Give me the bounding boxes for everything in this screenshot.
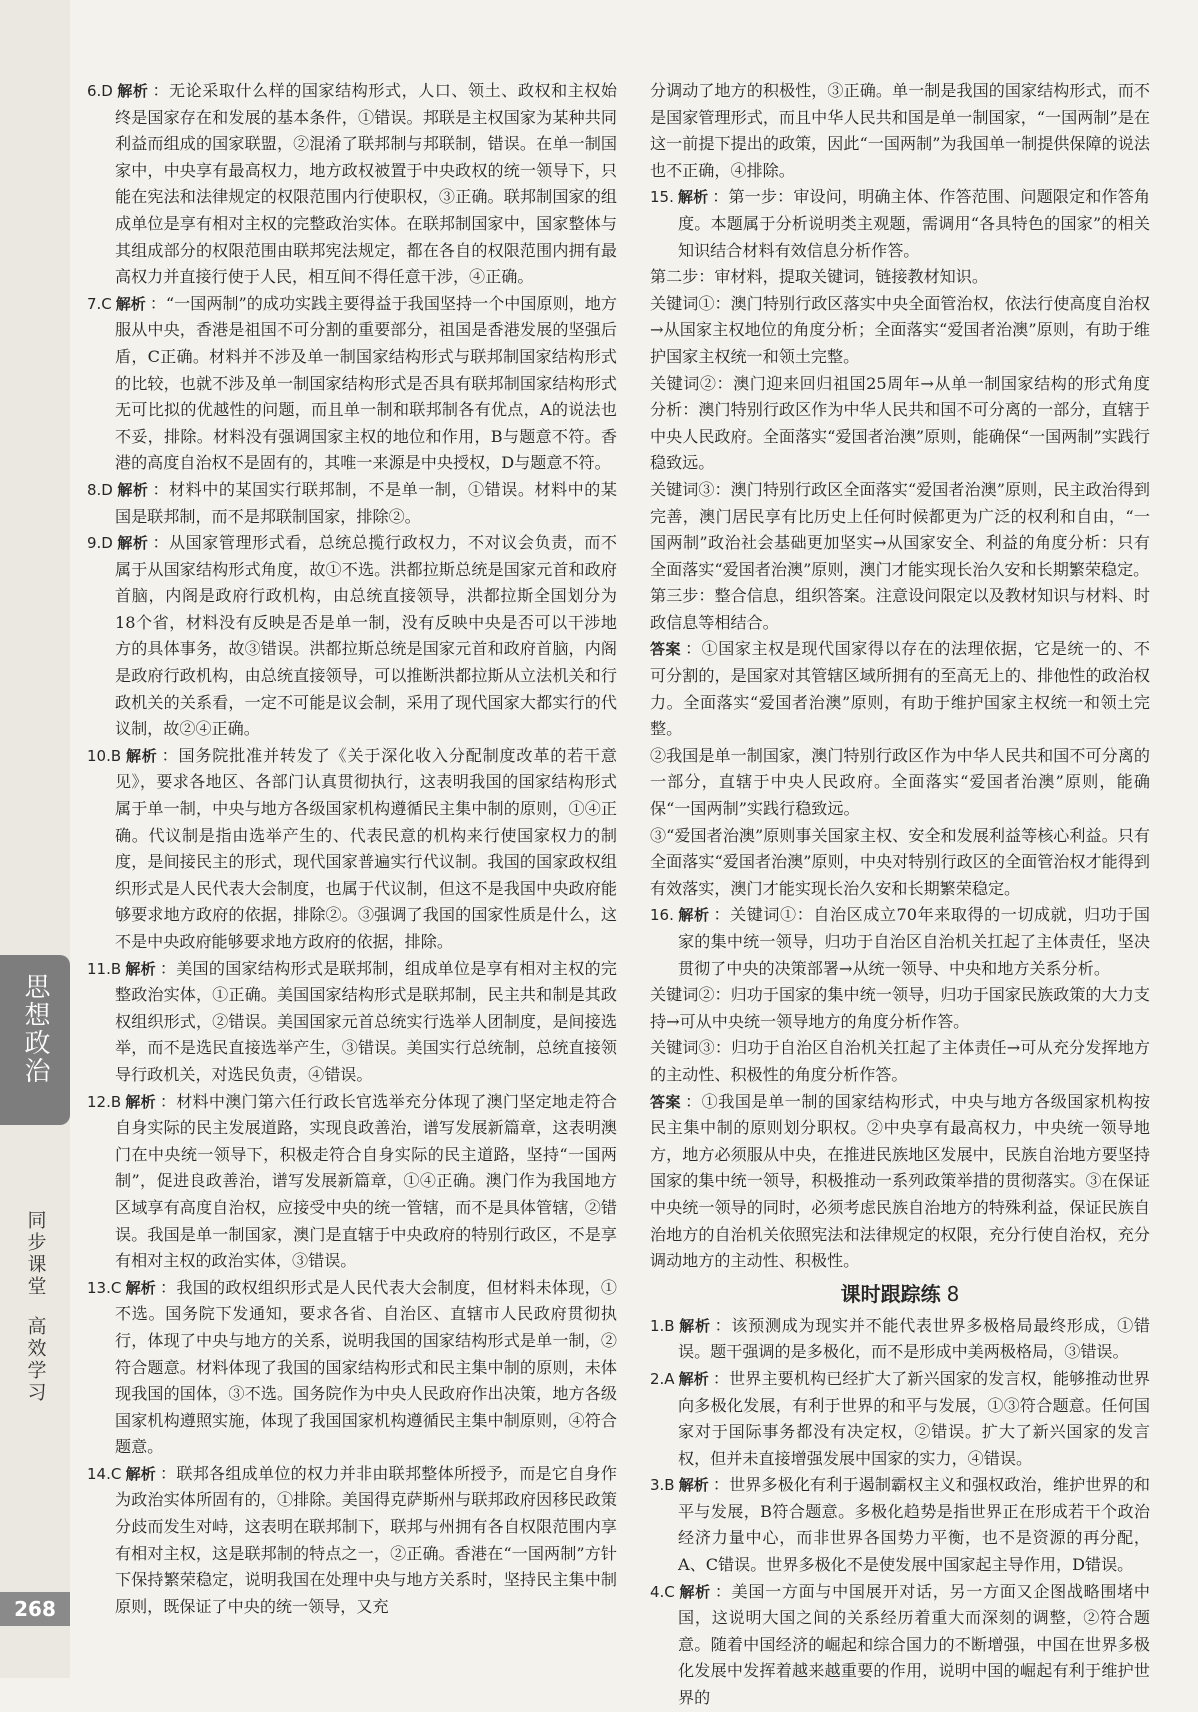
item-text: ②我国是单一制国家，澳门特别行政区作为中华人民共和国不可分离的一部分，直辖于中央人民政府。全面落实“爱国者治澳”原则，能确保“一国两制”实践行稳致远。 xyxy=(650,745,1150,819)
item-label: 解析 xyxy=(116,534,149,553)
answer-paragraph xyxy=(650,743,1150,823)
item-label: 解析 xyxy=(677,906,710,925)
answer-item xyxy=(87,1089,617,1275)
answer-item xyxy=(87,956,617,1089)
answer-paragraph xyxy=(650,982,1150,1035)
item-text: ：我国的政权组织形式是人民代表大会制度，但材料未体现，①不选。国务院下发通知，要求各省、自治区、直辖市人民政府贯彻执行，体现了中央与地方的关系，说明我国的国家结构形式是单一制，②符合题意。材料体现了我国的国家结构形式和民主集中制的原则，未体现我国的国体，③不选。国务院作为中央人民政府作出决策，地方各级国家机构遵照实施，体现了我国国家机构遵循民主集中制原则，④符合题意。 xyxy=(115,1277,617,1457)
item-number: 16. xyxy=(650,906,674,925)
item-number: 1.B xyxy=(650,1316,675,1335)
item-label: 解析 xyxy=(125,1464,157,1483)
item-text: ：“一国两制”的成功实践主要得益于我国坚持一个中国原则，地方服从中央，香港是祖国不可分割的重要部分，祖国是香港发展的坚强后盾，C正确。材料并不涉及单一制国家结构形式与联邦制国家结构形式的比较，也就不涉及单一制国家结构形式是否具有联邦制国家结构形式无可比拟的优越性的问题，而且单一制和联邦制各有优点，A的说法也不妥，排除。材料没有强调国家主权的地位和作用，B与题意不符。香港的高度自治权不是固有的，其唯一来源是中央授权，D与题意不符。 xyxy=(115,293,617,473)
answer-paragraph xyxy=(650,1089,1150,1275)
answer-item xyxy=(87,477,617,530)
item-label: 答案 xyxy=(650,1092,682,1111)
item-label: 解析 xyxy=(678,1316,711,1335)
item-text: ③“爱国者治澳”原则事关国家主权、安全和发展利益等核心利益。只有全面落实“爱国者治澳”原则，中央对特别行政区的全面管治权才能得到有效落实，澳门才能实现长治久安和长期繁荣稳定。 xyxy=(650,825,1150,898)
subject-label: 思想政治 xyxy=(20,973,50,1085)
right-column xyxy=(650,78,1150,1712)
answer-item xyxy=(87,743,617,956)
item-label: 解析 xyxy=(678,1369,709,1388)
left-column xyxy=(87,78,617,1620)
item-text: 关键词③：澳门特别行政区全面落实“爱国者治澳”原则，民主政治得到完善，澳门居民享有比历史上任何时候都更为广泛的权利和自由，“一国两制”政治社会基础更加坚实→从国家安全、利益的角度分析：只有全面落实“爱国者治澳”原则，澳门才能实现长治久安和长期繁荣稳定。 xyxy=(650,479,1150,579)
item-number: 14.C xyxy=(87,1464,122,1483)
item-text: ：①国家主权是现代国家得以存在的法理依据，它是统一的、不可分割的，是国家对其管辖区域所拥有的至高无上的、排他性的政治权力。全面落实“爱国者治澳”原则，有助于维护国家主权统一和领土完整。 xyxy=(650,639,1150,739)
answer-paragraph xyxy=(650,477,1150,583)
item-number: 7.C xyxy=(87,294,112,313)
item-label: 解析 xyxy=(125,959,156,978)
item-label: 解析 xyxy=(125,1092,156,1111)
answer-paragraph xyxy=(650,78,1150,184)
answer-item xyxy=(650,1579,1150,1712)
answer-item xyxy=(650,1366,1150,1472)
series-label-a: 同步课堂 xyxy=(24,1210,47,1298)
answer-item xyxy=(650,184,1150,264)
series-label-b: 高效学习 xyxy=(24,1316,47,1404)
item-number: 2.A xyxy=(650,1369,675,1388)
item-number: 6.D xyxy=(87,82,113,100)
subject-tab xyxy=(0,955,70,1125)
item-text: 第二步：审材料，提取关键词，链接教材知识。 xyxy=(650,267,988,287)
answer-item xyxy=(650,1472,1150,1578)
item-text: ：关键词①：自治区成立70年来取得的一切成就，归功于国家的集中统一领导，归功于自治区自治机关扛起了主体责任，坚决贯彻了中央的决策部署→从统一领导、中央和地方关系分析。 xyxy=(678,905,1150,978)
item-number: 11.B xyxy=(87,959,122,978)
answer-item xyxy=(87,530,617,743)
answer-paragraph xyxy=(650,823,1150,903)
item-text: ：①我国是单一制的国家结构形式，中央与地方各级国家机构按民主集中制的原则划分职权。②中央享有最高权力，中央统一领导地方，地方必须服从中央，在推进民族地区发展中，民族自治地方要坚持国家的集中统一领导，积极推动一系列政策举措的贯彻落实。③在保证中央统一领导的同时，必须考虑民族自治地方的特殊利益，保证民族自治地方的自治机关依照宪法和法律规定的权限，充分行使自治权，充分调动地方的主动性、积极性。 xyxy=(650,1091,1150,1271)
answer-item xyxy=(650,1313,1150,1366)
answer-item xyxy=(650,902,1150,982)
item-text: 关键词②：归功于国家的集中统一领导，归功于国家民族政策的大力支持→可从中央统一领导地方的角度分析作答。 xyxy=(650,985,1150,1031)
answer-paragraph xyxy=(650,583,1150,636)
item-number: 3.B xyxy=(650,1476,675,1495)
page-number: 268 xyxy=(0,1592,70,1626)
item-label: 答案 xyxy=(650,640,682,659)
item-label: 解析 xyxy=(678,1476,709,1495)
item-label: 解析 xyxy=(125,1278,157,1297)
item-text: ：美国一方面与中国展开对话，另一方面又企图战略围堵中国，这说明大国之间的关系经历着重大而深刻的调整，②符合题意。随着中国经济的崛起和综合国力的不断增强，中国在世界多极化发展中发挥着越来越重要的作用，说明中国的崛起有利于维护世界的 xyxy=(678,1581,1150,1708)
item-label: 解析 xyxy=(115,294,146,313)
answer-item xyxy=(87,78,617,291)
item-text: ：材料中的某国实行联邦制，不是单一制，①错误。材料中的某国是联邦制，而不是邦联制国家，排除②。 xyxy=(115,479,617,526)
item-number: 13.C xyxy=(87,1278,122,1297)
item-text: 关键词①：澳门特别行政区落实中央全面管治权，依法行使高度自治权→从国家主权地位的角度分析；全面落实“爱国者治澳”原则，有助于维护国家主权统一和领土完整。 xyxy=(650,293,1150,366)
answer-paragraph xyxy=(650,371,1150,477)
item-text: 关键词②：澳门迎来回归祖国25周年→从单一制国家结构的形式角度分析：澳门特别行政区作为中华人民共和国不可分离的一部分，直辖于中央人民政府。全面落实“爱国者治澳”原则，能确保“一国两制”实践行稳致远。 xyxy=(650,373,1150,473)
answer-paragraph xyxy=(650,636,1150,742)
item-text: ：从国家管理形式看，总统总揽行政权力，不对议会负责，而不属于从国家结构形式角度，故①不选。洪都拉斯总统是国家元首和政府首脑，内阁是政府行政机构，由总统直接领导，洪都拉斯全国划分为18个省，材料没有反映是否是单一制，没有反映中央是否可以干涉地方的具体事务，故③错误。洪都拉斯总统是国家元首和政府首脑，内阁是政府行政机构，由总统直接领导，可以推断洪都拉斯从立法机关和行政机关的关系看，一定不可能是议会制，采用了现代国家大都实行的代议制，故②④正确。 xyxy=(115,533,617,739)
item-label: 解析 xyxy=(677,188,709,207)
side-strip xyxy=(0,0,70,1678)
item-number: 10.B xyxy=(87,746,122,765)
item-label: 解析 xyxy=(116,82,149,100)
answer-item xyxy=(87,1461,617,1621)
section-heading xyxy=(650,1277,1150,1311)
answer-paragraph xyxy=(650,291,1150,371)
item-number: 8.D xyxy=(87,480,113,499)
item-text: ：世界多极化有利于遏制霸权主义和强权政治，维护世界的和平与发展，B符合题意。多极化趋势是指世界正在形成若干个政治经济力量中心，而非世界各国势力平衡，也不是资源的再分配，A、C错误。世界多极化不是使发展中国家起主导作用，D错误。 xyxy=(678,1475,1150,1575)
item-text: ：国务院批准并转发了《关于深化收入分配制度改革的若干意见》，要求各地区、各部门认真贯彻执行，这表明我国的国家结构形式属于单一制，中央与地方各级国家机构遵循民主集中制的原则，①④正确。代议制是指由选举产生的、代表民意的机构来行使国家权力的制度，是间接民主的形式，现代国家普遍实行代议制。我国的国家政权组织形式是人民代表大会制度，也属于代议制，但这不是我国中央政府能够要求地方政府的依据，排除②。③强调了我国的国家性质是什么，这不是中央政府能够要求地方政府的依据，排除。 xyxy=(115,745,617,951)
item-text: ：材料中澳门第六任行政长官选举充分体现了澳门坚定地走符合自身实际的民主发展道路，实现良政善治，谱写发展新篇章，这表明澳门在中央统一领导下，积极走符合自身实际的民主道路，坚持“一国两制”，促进良政善治，谱写发展新篇章，①④正确。澳门作为我国地方区域享有高度自治权，应接受中央的统一管辖，而不是具体管辖，②错误。我国是单一制国家，澳门是直辖于中央政府的特别行政区，不是享有相对主权的政治实体，③错误。 xyxy=(115,1091,617,1271)
series-labels xyxy=(14,1210,58,1404)
item-text: 关键词③：归功于自治区自治机关扛起了主体责任→可从充分发挥地方的主动性、积极性的角度分析作答。 xyxy=(650,1038,1150,1084)
answer-paragraph xyxy=(650,264,1150,291)
item-text: ：美国的国家结构形式是联邦制，组成单位是享有相对主权的完整政治实体，①正确。美国国家结构形式是联邦制，民主共和制是其政权组织形式，②错误。美国国家元首总统实行选举人团制度，是间接选举，而不是选民直接选举产生，③错误。美国实行总统制，总统直接领导行政机关，对选民负责，④错误。 xyxy=(115,958,617,1084)
item-text: ：联邦各组成单位的权力并非由联邦整体所授予，而是它自身作为政治实体所固有的，①排除。美国得克萨斯州与联邦政府因移民政策分歧而发生对峙，这表明在联邦制下，联邦与州拥有各自权限范围内享有相对主权，这是联邦制的特点之一，②正确。香港在“一国两制”方针下保持繁荣稳定，说明我国在处理中央与地方关系时，坚持民主集中制原则，既保证了中央的统一领导，又充 xyxy=(115,1463,617,1616)
answer-item xyxy=(87,1275,617,1461)
item-text: ：该预测成为现实并不能代表世界多极格局最终形成，①错误。题干强调的是多极化，而不是形成中美两极格局，③错误。 xyxy=(678,1315,1150,1362)
item-text: 第三步：整合信息，组织答案。注意设问限定以及教材知识与材料、时政信息等相结合。 xyxy=(650,586,1150,632)
item-label: 解析 xyxy=(125,746,158,765)
item-number: 4.C xyxy=(650,1582,675,1601)
section-title: 课时跟踪练 xyxy=(840,1281,941,1306)
section-number: 8 xyxy=(946,1281,960,1306)
item-label: 解析 xyxy=(678,1582,711,1601)
item-text: ：第一步：审设问，明确主体、作答范围、问题限定和作答角度。本题属于分析说明类主观题，需调用“各具特色的国家”的相关知识结合材料有效信息分析作答。 xyxy=(678,187,1150,260)
item-number: 9.D xyxy=(87,534,113,553)
item-text: ：世界主要机构已经扩大了新兴国家的发言权，能够推动世界向多极化发展，有利于世界的和平与发展，①③符合题意。任何国家对于国际事务都没有决定权，②错误。扩大了新兴国家的发言权，但并未直接增强发展中国家的实力，④错误。 xyxy=(678,1368,1150,1468)
item-text: ：无论采取什么样的国家结构形式，人口、领土、政权和主权始终是国家存在和发展的基本条件，①错误。邦联是主权国家为某种共同利益而组成的国家联盟，②混淆了联邦制与邦联制，错误。在单一制国家中，中央享有最高权力，地方政权被置于中央政权的统一领导下，只能在宪法和法律规定的权限范围内行使职权，③正确。联邦制国家的组成单位是享有相对主权的完整政治实体。在联邦制国家中，国家整体与其组成部分的权限范围由联邦宪法规定，都在各自的权限范围内拥有最高权力并直接行使于人民，相互间不得任意干涉，④正确。 xyxy=(115,81,617,287)
answer-paragraph xyxy=(650,1035,1150,1088)
item-number: 12.B xyxy=(87,1092,122,1111)
item-number: 15. xyxy=(650,188,674,207)
answer-item xyxy=(87,291,617,477)
item-label: 解析 xyxy=(116,480,149,499)
item-text: 分调动了地方的积极性，③正确。单一制是我国的国家结构形式，而不是国家管理形式，而且中华人民共和国是单一制国家，“一国两制”是在这一前提下提出的政策，因此“一国两制”为我国单一制提供保障的说法也不正确，④排除。 xyxy=(650,81,1150,180)
